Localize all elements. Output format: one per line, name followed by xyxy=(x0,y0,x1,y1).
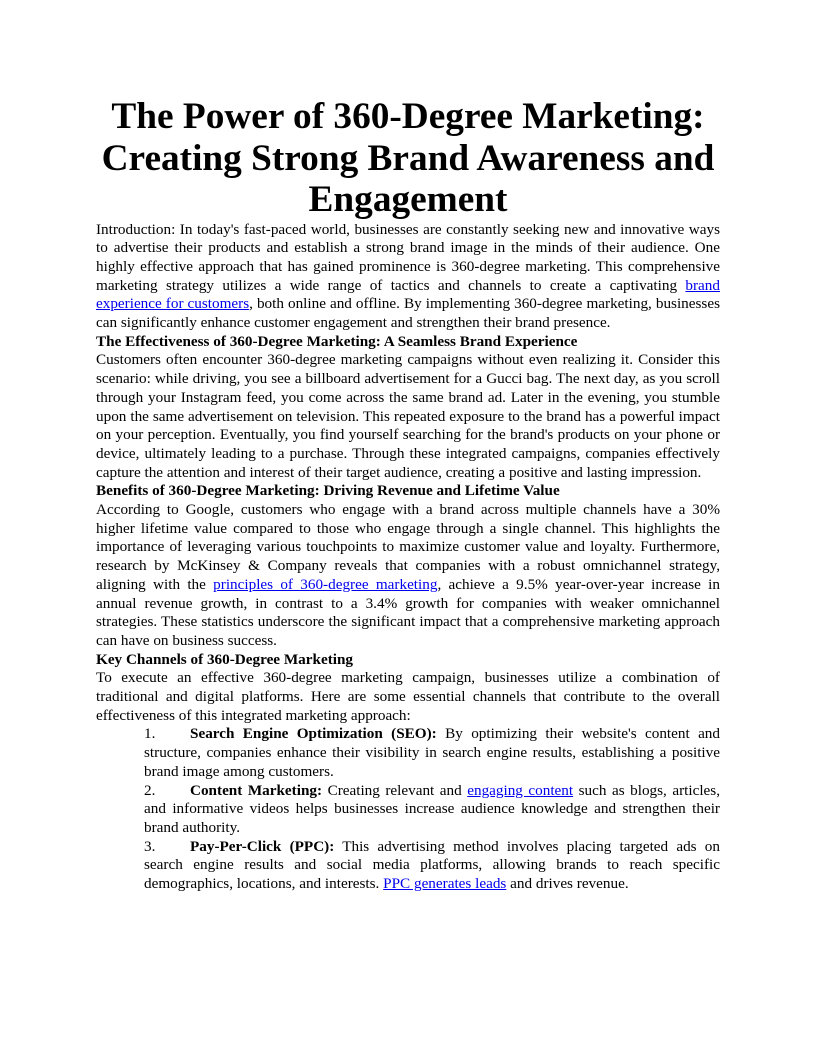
intro-text: Introduction: In today's fast-paced world, businesses are constantly seeking new and innovative ways to advertise their products and establish a strong brand image in the minds of their audience. One highly effective approach that has gained prominence is 360-degree marketing. This comprehensive marketing strategy utilizes a wide range of tactics and channels to create a captivating xyxy=(96,220,720,294)
list-item-text: By optimizing their website's content and structure, companies enhance their visibility in search engine results, establishing a positive brand image among customers. xyxy=(144,725,720,780)
list-item-title: Search Engine Optimization (SEO): xyxy=(190,725,437,743)
list-item-text: This advertising method involves placing targeted ads on search engine results and social media platforms, allowing brands to reach specific demographics, locations, and interests. xyxy=(144,837,720,893)
engaging-content-link[interactable]: engaging content xyxy=(467,781,574,799)
list-item-number: 2. xyxy=(144,781,156,799)
intro-paragraph xyxy=(96,221,720,333)
list-item-title: Content Marketing: xyxy=(190,781,323,799)
list-item-number: 1. xyxy=(144,725,156,743)
list-item xyxy=(96,725,720,781)
intro-text-end: , both online and offline. By implementing 360-degree marketing, businesses can significantly enhance customer engagement and strengthen their brand presence. xyxy=(96,295,720,332)
document-title: The Power of 360-Degree Marketing: Creating Strong Brand Awareness and Engagement xyxy=(101,96,715,220)
section3-body: To execute an effective 360-degree marketing campaign, businesses utilize a combination of traditional and digital platforms. Here are some essential channels that contribute to the overall effectiveness of this integrated marketing approach: xyxy=(96,669,720,724)
section2-text-end: , achieve a 9.5% year-over-year increase in annual revenue growth, in contrast to a 3.4% growth for companies with weaker omnichannel strategies. These statistics underscore the significant impact that a comprehensive marketing approach can have on business success. xyxy=(96,575,720,649)
list-item-text: Creating relevant and xyxy=(322,781,468,799)
section2-text: According to Google, customers who engage with a brand across multiple channels have a 30% higher lifetime value compared to those who engage through a single channel. This highlights the importance of leveraging various touchpoints to maximize customer value and loyalty. Furthermore, research by McKinsey & Company reveals that companies with a robust omnichannel strategy, aligning with the xyxy=(96,501,720,593)
ppc-leads-link[interactable]: PPC generates leads xyxy=(383,875,507,893)
section2-body xyxy=(96,501,720,651)
section1-heading: The Effectiveness of 360-Degree Marketing: A Seamless Brand Experience xyxy=(96,332,578,350)
section3-heading: Key Channels of 360-Degree Marketing xyxy=(96,650,354,668)
list-item-text-end: such as blogs, articles, and informative videos helps businesses increase audience knowledge and strengthen their brand authority. xyxy=(144,781,721,836)
section2-heading: Benefits of 360-Degree Marketing: Driving Revenue and Lifetime Value xyxy=(96,482,560,500)
list-item-title: Pay-Per-Click (PPC): xyxy=(190,837,335,855)
principles-link[interactable]: principles of 360-degree marketing xyxy=(213,575,438,593)
channels-list xyxy=(96,725,720,893)
list-item-text-end: and drives revenue. xyxy=(506,875,629,893)
section1-body: Customers often encounter 360-degree marketing campaigns without even realizing it. Consider this scenario: while driving, you see a billboard advertisement for a Gucci bag. The next day, as you scroll through your Instagram feed, you come across the same brand ad. Later in the evening, you stumble upon the same advertisement on television. This repeated exposure to the brand has a powerful impact on your perception. Eventually, you find yourself searching for the brand's products on your phone or device, ultimately leading to a purchase. Through these integrated campaigns, companies effectively capture the attention and interest of their target audience, creating a positive and lasting impression. xyxy=(96,351,720,481)
list-item-number: 3. xyxy=(144,837,156,855)
list-item xyxy=(96,838,720,894)
document-page xyxy=(96,96,720,894)
list-item xyxy=(96,782,720,838)
brand-experience-link[interactable]: brand experience for customers xyxy=(96,276,720,313)
